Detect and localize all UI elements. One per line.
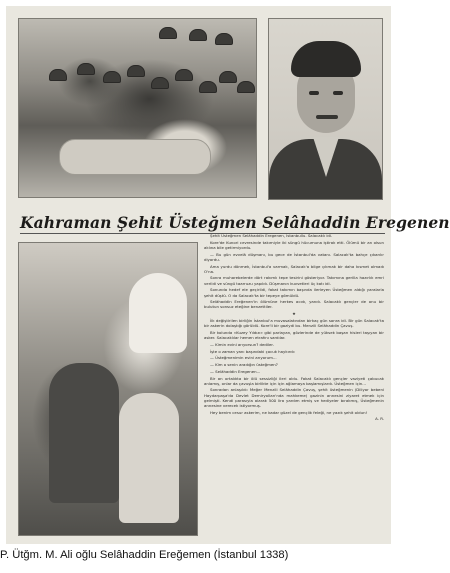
section-divider: ★ <box>292 311 296 317</box>
article-paragraph: — Bu gün evvelâ düşmanı, bu gece de İstanbul'da vatanı. Salacak'ta bahçe çıkarılır diyordu. <box>204 251 384 262</box>
article-body <box>204 233 384 536</box>
article-signature: A. R. <box>375 416 384 422</box>
article-paragraph: — Kim o senin aradığın üsteğmen? <box>210 362 278 367</box>
article-paragraph: — Selâhaddin Eregenen... <box>210 368 261 374</box>
article-paragraph: İlk değiştirilen birliğin İstanbul'a muvasalatından birkaç gün sonra idi. Bir gün Salacak'ta bir askerin dolaştığı görüldü. Kore'li bir gaziydi bu. Menzili Selâhaddin Çavuş. <box>204 317 384 329</box>
photo-caption: P. Ütğm. M. Ali oğlu Selâhaddin Ereğemen (İstanbul 1338) <box>0 549 289 561</box>
article-paragraph: Bir an ortalıkta bir ölü sessizliği ileri oldu. Fakat Salacaklı gençler vaziyeti çabucak anlamış, onlar da çavuşla birlikte için için ağlamaya başlamışlardı. Üsteğmen için... <box>204 375 384 386</box>
article-headline: Kahraman Şehit Üsteğmen Selâhaddin Eregenen <box>20 213 450 232</box>
article-paragraph: Kore'de Kunori cevresinde takımiyle iki süngü hücumuna iştirak etti. Ölümü bir an olsun aklına bile getirmiyordu. <box>204 239 384 250</box>
article-paragraph: Şehit Üsteğmen Selâhaddin Eregenen, İstanbullu. Salacaklı idi. <box>210 233 333 238</box>
magazine-page <box>6 6 450 544</box>
article-paragraph: Hey benim cesur askerim, ne kadar güzel de gençlik feleği, ne yazık şehit oldun! <box>210 409 368 415</box>
article-paragraph: Selâhaddin Ereğenen'in ölümüne herkes acıdı, yandı. Salacaklı gençler de onu bir bulutun sonsuz eteğine benzettiler. <box>204 299 384 310</box>
officer-portrait-photo <box>268 18 383 200</box>
mourning-women-photo <box>18 242 198 536</box>
article-paragraph: — Üsteğmenimin evini arıyorum... <box>210 355 277 361</box>
article-paragraph: İşte o zaman yanı başındaki çocuk haykırdı: <box>210 348 296 354</box>
article-paragraph: Ama yurdu dönmek, İstanbul'a varmak, Salacak'a bilge çıkmak bir daha kısmet olmadı O'na. <box>204 263 384 274</box>
article-paragraph: Sonradan anlaşıldı: Meğer Menzili Selâhaddin Çavuş, şehit üsteğmenin (Diliyor bebeni Haydarpaşa'da Devlet Demiryolları'nda mahkeme) gazinin annesini ziyaret etmek için gelmişti. Kendi parasıyla alarak 500 lira yardım etmiş ve hediyeler bırakmış, Üsteğmenin annesine verecek istiyormuş. <box>204 387 384 408</box>
article-paragraph: Bir kolunda «Kuzey Yıldızı» gibi parlayan, gözlerinde de yüksek başarı hisleri taşıyan bir asker. Salacaklılar hemen etrafını sardılar. <box>204 329 384 340</box>
article-paragraph: Sonra muharebelerde dört rakımlı tepe tesirini gösteriyor. Takımına gerilla hazırlık emri verildi ve süngü taarruzu yapıldı. Düşmanın kuvvetleri üç katı idi. <box>204 275 384 286</box>
soldiers-photo <box>18 18 257 198</box>
article-paragraph: Sonunda hedef ele geçirildi, fakat takımın başında ilerleyen Üsteğmen aldığı yaralarla şehit düştü. O da Salacak'ta bir tepeye gömüldü. <box>204 287 384 298</box>
article-paragraph: — Kimin evini arıyorsun? dediler. <box>210 341 274 347</box>
